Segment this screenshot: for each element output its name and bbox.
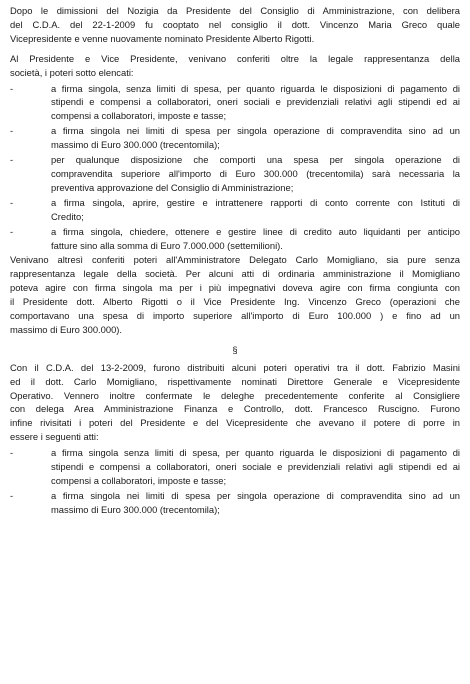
- text-line: società, i poteri sotto elencati:: [10, 66, 134, 78]
- list-item: [10, 489, 460, 517]
- text-line: a firma singola, aprire, gestire e intrattenere rapporti di conto corrente con Istituti di: [51, 196, 460, 208]
- list-item: [10, 153, 460, 195]
- text-line: stipendi e compensi a collaboratori, oneri sociali e previdenziali relativi agli stipendi ed ai: [51, 96, 460, 108]
- text-line: Vicepresidente e venne nuovamente nominato Presidente Alberto Rigotti.: [10, 32, 315, 44]
- bullet-dash: -: [10, 196, 14, 208]
- section-symbol: §: [232, 343, 238, 355]
- text-line: a firma singola senza limiti di spesa, per quanto riguarda le disposizioni di pagamento di: [51, 447, 460, 459]
- paragraph-resignation: [10, 4, 460, 46]
- text-line: massimo di Euro 300.000).: [10, 323, 123, 335]
- bullet-dash: -: [10, 82, 14, 94]
- text-line: preventiva approvazione del Consiglio di Amministrazione;: [51, 181, 294, 193]
- text-line: il Presidente dott. Alberto Rigotti o il Vice Presidente Ing. Vincenzo Greco (operazioni che: [10, 296, 460, 308]
- text-line: a firma singola, chiedere, ottenere e gestire linee di credito auto liquidanti per anticipo: [51, 225, 460, 237]
- text-line: infine rivisitati i poteri del Presidente e del Vicepresidente che avevano il potere di porre in: [10, 417, 460, 429]
- list-item: [10, 82, 460, 124]
- bullet-dash: -: [10, 447, 14, 459]
- text-line: compensi a collaboratori, imposte e tasse;: [51, 110, 227, 122]
- text-line: massimo di Euro 300.000 (trecentomila);: [51, 139, 220, 151]
- text-line: compravendita superiore all'importo di Euro 300.000 (trecentomila) sarà necessaria la: [51, 167, 460, 179]
- list-item: [10, 196, 460, 224]
- text-line: rappresentanza legale della società. Per alcuni atti di ordinaria amministrazione il Momigliano: [10, 268, 460, 280]
- text-line: Con il C.D.A. del 13-2-2009, furono distribuiti alcuni poteri operativi tra il dott. Fabrizio Masini: [10, 361, 460, 373]
- text-line: a firma singola, senza limiti di spesa, per quanto riguarda le disposizioni di pagamento di: [51, 82, 460, 94]
- list-item: [10, 124, 460, 152]
- text-line: a firma singola nei limiti di spesa per singola operazione di compravendita sino ad un: [51, 489, 460, 501]
- text-line: stipendi e compensi a collaboratori, oneri sociale e previdenziali relativi agli stipendi ed ai: [51, 461, 460, 473]
- text-line: massimo di Euro 300.000 (trecentomila);: [51, 503, 220, 515]
- paragraph-delegate-powers: [10, 253, 460, 336]
- text-line: comportavano una spesa di importo superiore all'importo di Euro 100.000 ) e fino ad un: [10, 310, 460, 322]
- bullet-dash: -: [10, 154, 14, 166]
- text-line: Dopo le dimissioni del Nozigia da Presidente del Consiglio di Amministrazione, con delibera: [10, 5, 460, 16]
- text-line: a firma singola nei limiti di spesa per singola operazione di compravendita sino ad un: [51, 125, 460, 137]
- text-line: fatture sino alla somma di Euro 7.000.000 (settemilioni).: [51, 239, 283, 251]
- text-line: Credito;: [51, 210, 84, 222]
- paragraph-cda-2009: [10, 361, 460, 444]
- bullet-list-powers: [10, 82, 460, 253]
- bullet-dash: -: [10, 225, 14, 237]
- text-line: Venivano altresì conferiti poteri all'Amministratore Delegato Carlo Momigliano, sia pure senza: [10, 254, 460, 266]
- text-line: per qualunque disposizione che comporti una spesa per singola operazione di: [51, 154, 460, 166]
- paragraph-powers-intro: [10, 52, 460, 80]
- text-line: compensi a collaboratori, imposte e tasse;: [51, 475, 227, 486]
- text-line: essere i seguenti atti:: [10, 431, 99, 443]
- list-item: [10, 446, 460, 488]
- bullet-list-acts: [10, 446, 460, 517]
- text-line: del C.D.A. del 22-1-2009 fu cooptato nel consiglio il dott. Vincenzo Maria Greco quale: [10, 18, 460, 30]
- text-line: Al Presidente e Vice Presidente, venivano conferiti oltre la legale rappresentanza della: [10, 52, 460, 64]
- text-line: ed il dott. Carlo Momigliano, rispettivamente nominati Direttore Generale e Vicepresidente: [10, 375, 460, 387]
- bullet-dash: -: [10, 489, 14, 501]
- text-line: con delega Area Amministrazione Finanza e Controllo, dott. Francesco Ruscigno. Furono: [10, 403, 460, 415]
- list-item: [10, 225, 460, 253]
- text-line: poteva agire con firma singola ma per i più impegnativi doveva agire con firma congiunta con: [10, 282, 460, 294]
- text-line: Operativo. Vennero inoltre confermate le deleghe precedentemente conferite al Consigliere: [10, 389, 460, 401]
- bullet-dash: -: [10, 125, 14, 137]
